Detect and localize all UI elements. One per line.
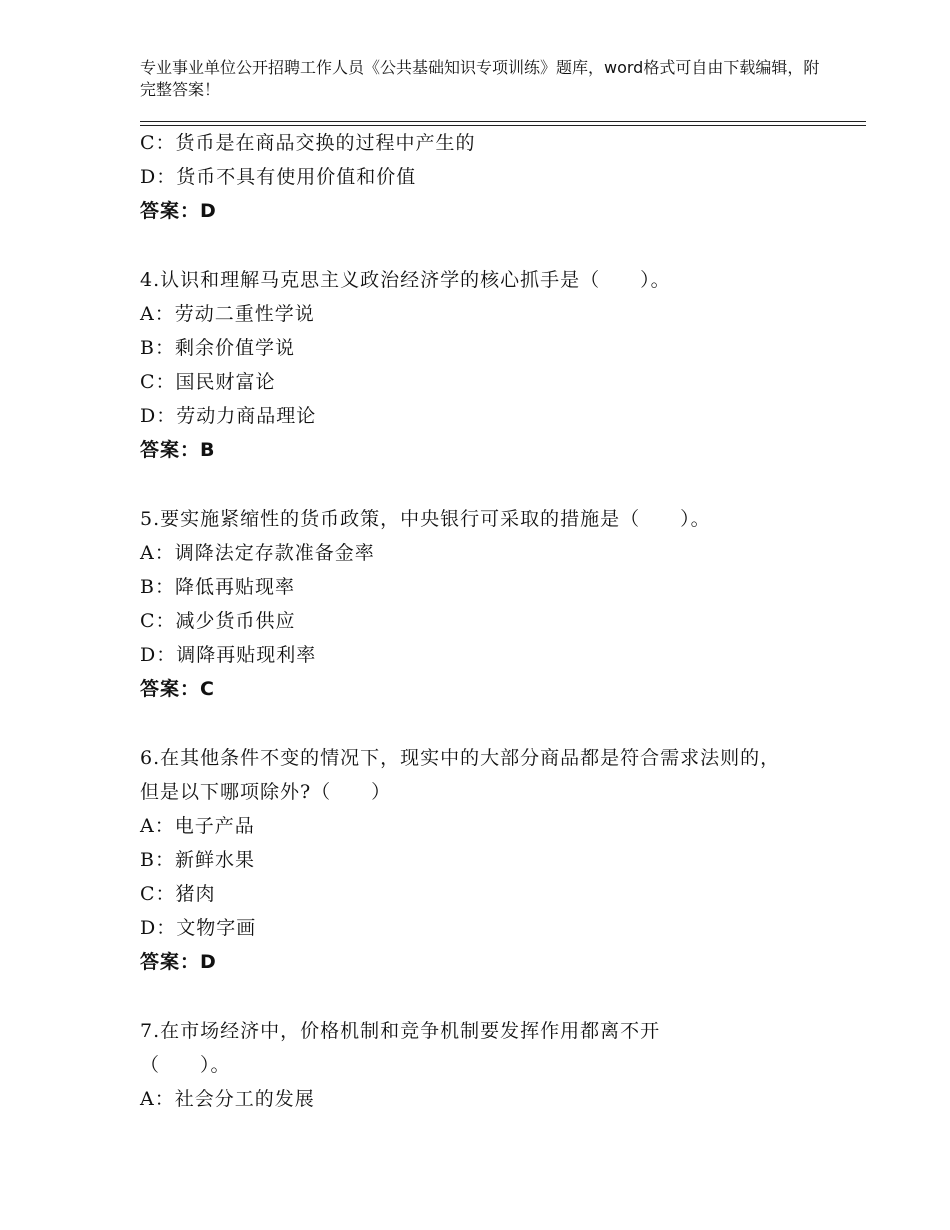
question-text: 6.在其他条件不变的情况下，现实中的大部分商品都是符合需求法则的，但是以下哪项除外?（ ）: [140, 747, 781, 803]
option-d: D：劳动力商品理论: [140, 405, 317, 427]
option-c: C：减少货币供应: [140, 610, 296, 632]
answer-line: 答案：B: [140, 439, 216, 461]
option-a: A：社会分工的发展: [140, 1088, 315, 1110]
question-text: 5.要实施紧缩性的货币政策，中央银行可采取的措施是（ ）。: [140, 508, 711, 530]
header-rule-top: [140, 121, 866, 122]
question-text: 7.在市场经济中，价格机制和竞争机制要发挥作用都离不开（ ）。: [140, 1020, 661, 1076]
answer-line: 答案：D: [140, 951, 217, 973]
option-a: A：调降法定存款准备金率: [140, 542, 375, 564]
answer-line: 答案：C: [140, 678, 215, 700]
question-text: 4.认识和理解马克思主义政治经济学的核心抓手是（ ）。: [140, 269, 671, 291]
option-d: D：文物字画: [140, 917, 257, 939]
option-c: C：国民财富论: [140, 371, 276, 393]
option-a: A：劳动二重性学说: [140, 303, 315, 325]
option-c: C：猪肉: [140, 883, 216, 905]
question-block-4: [140, 263, 840, 467]
option-a: A：电子产品: [140, 815, 255, 837]
question-block-6: [140, 741, 840, 979]
block-gap: [140, 979, 840, 1014]
option-b: B：剩余价值学说: [140, 337, 295, 359]
block-gap: [140, 228, 840, 263]
block-gap: [140, 467, 840, 502]
question-block-7: [140, 1014, 840, 1116]
option-c: C：货币是在商品交换的过程中产生的: [140, 132, 476, 154]
question-block-3: [140, 126, 840, 228]
question-content: [140, 126, 840, 1116]
option-b: B：新鲜水果: [140, 849, 255, 871]
option-d: D：货币不具有使用价值和价值: [140, 166, 417, 188]
block-gap: [140, 706, 840, 741]
question-block-5: [140, 502, 840, 706]
page-header: 专业事业单位公开招聘工作人员《公共基础知识专项训练》题库，word格式可自由下载编辑，附完整答案！: [140, 58, 820, 99]
answer-line: 答案：D: [140, 200, 217, 222]
option-b: B：降低再贴现率: [140, 576, 295, 598]
option-d: D：调降再贴现利率: [140, 644, 317, 666]
